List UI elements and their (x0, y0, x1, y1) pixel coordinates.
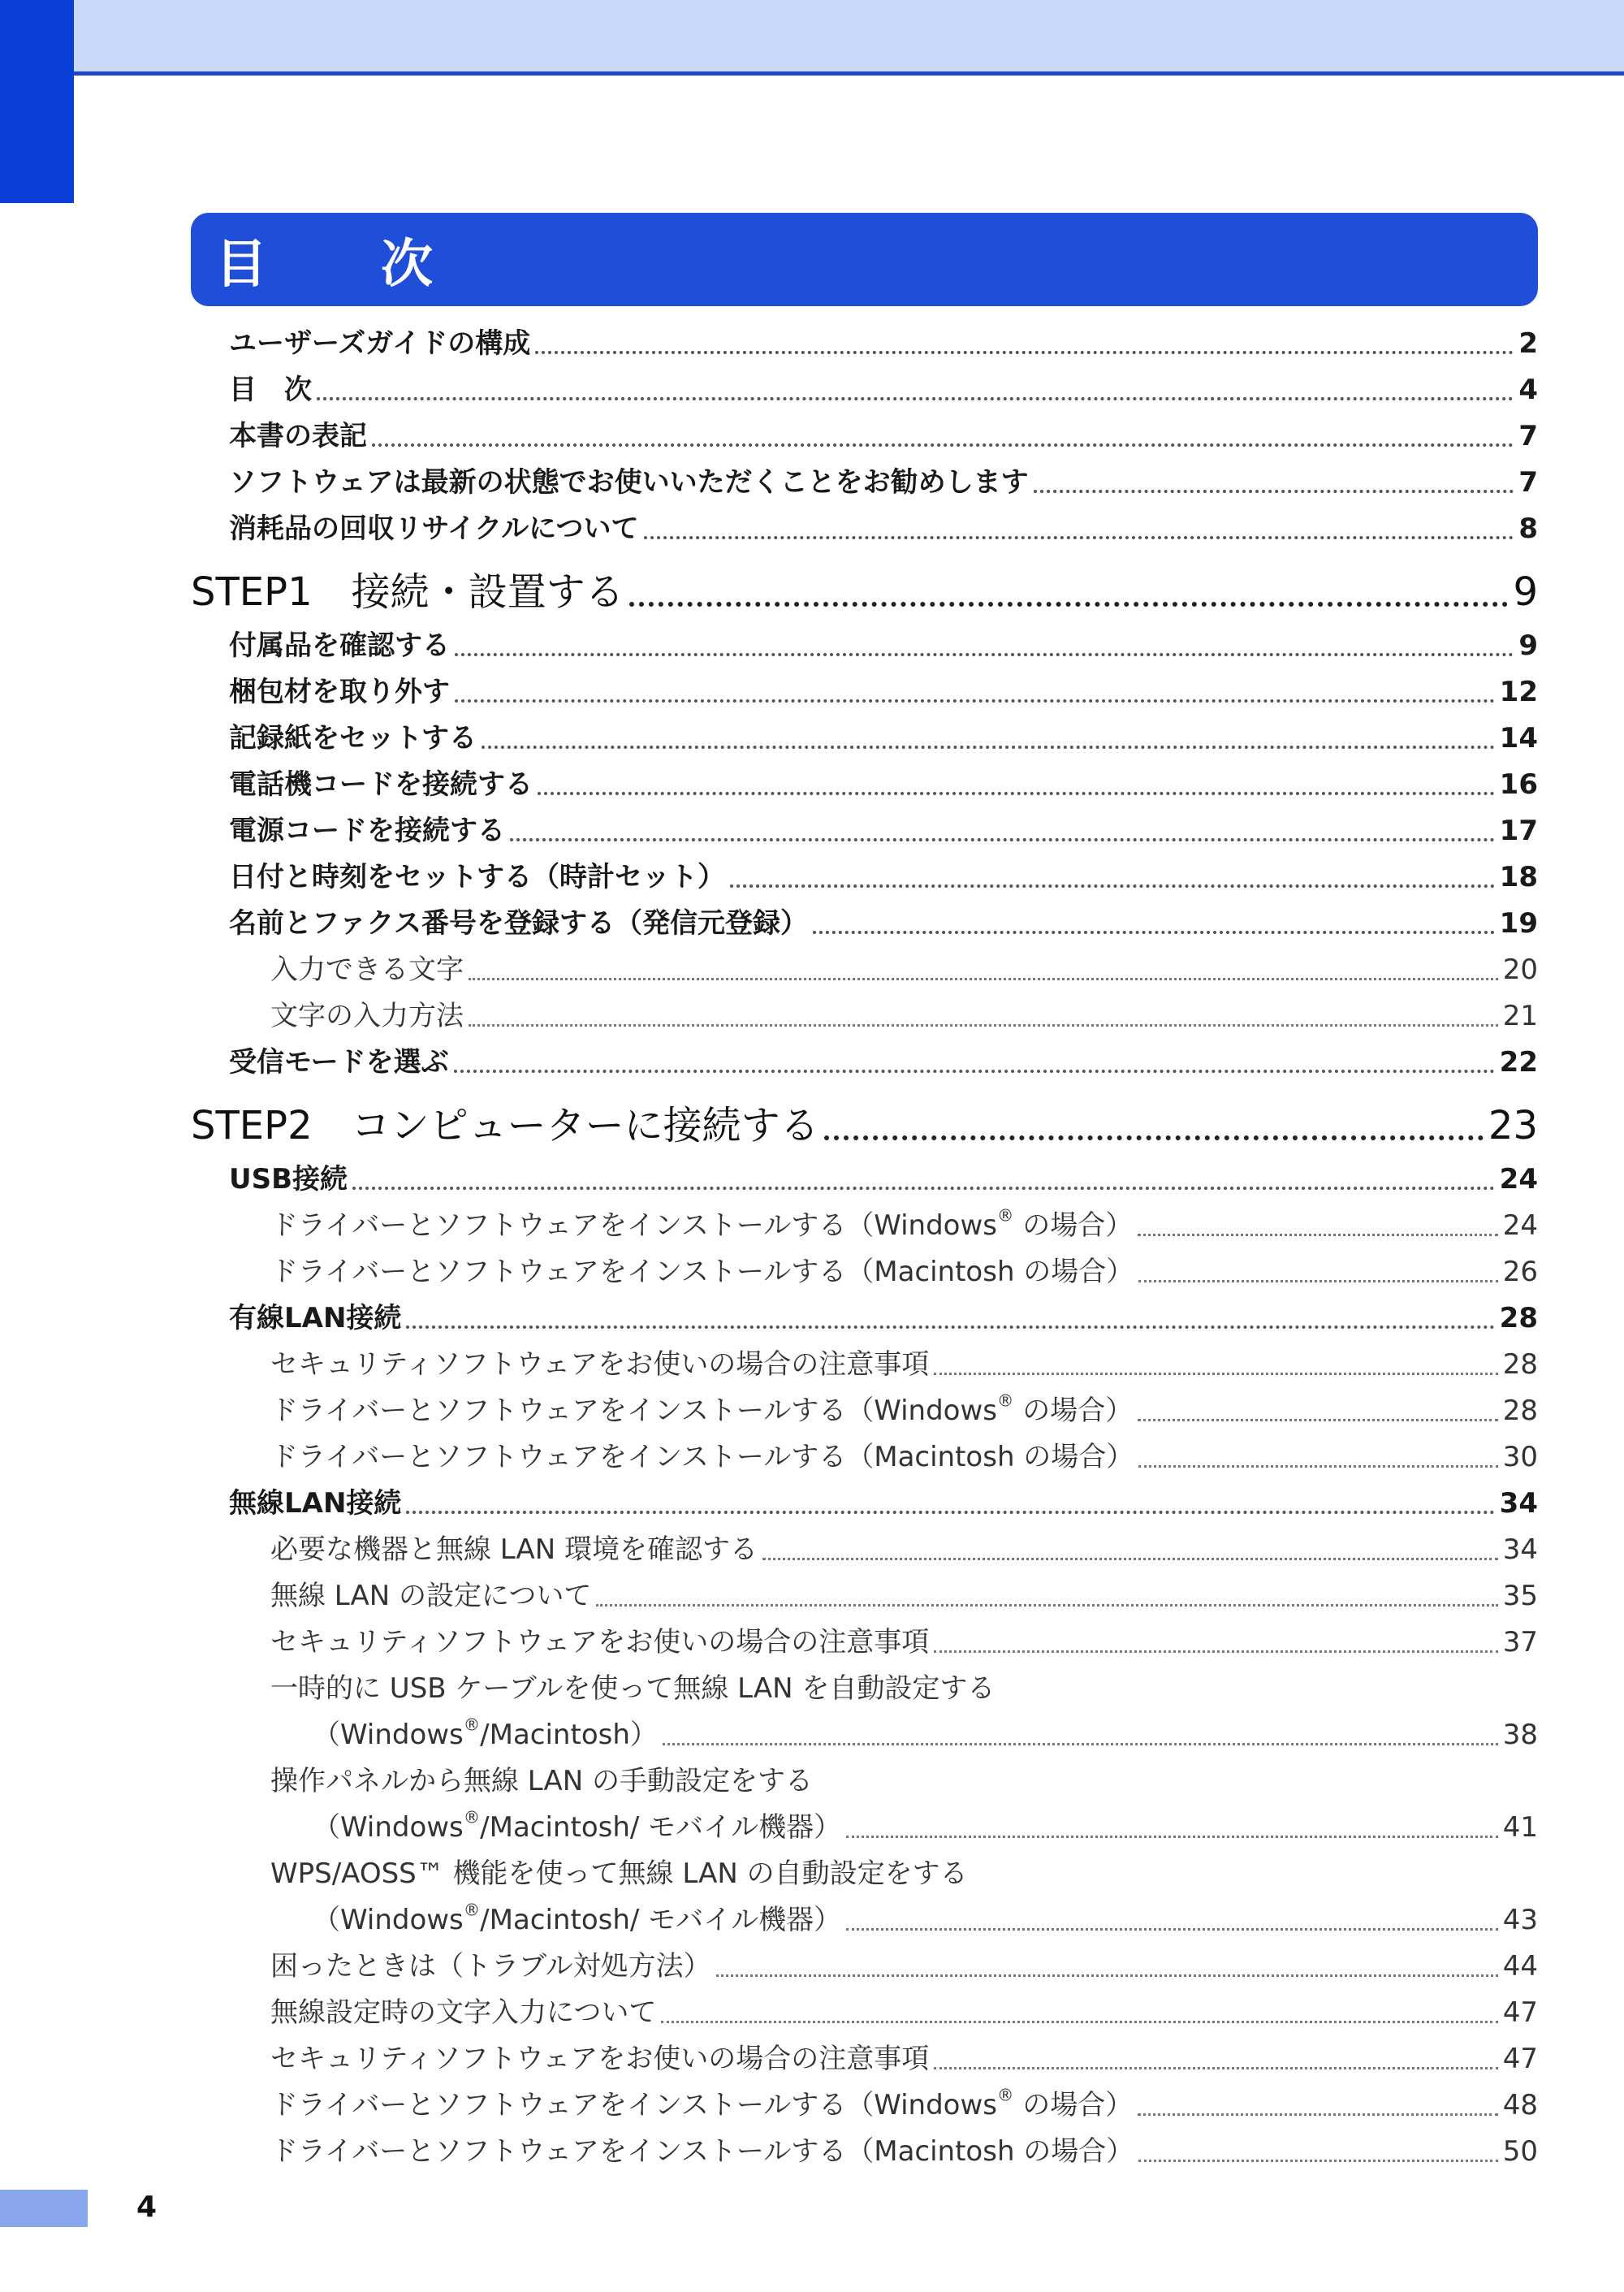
toc-entry-title-text: ユーザーズガイドの構成 (229, 327, 531, 360)
toc-entry-title (229, 669, 450, 716)
dot-leader (846, 1836, 1498, 1838)
toc-entry-title (229, 460, 1029, 506)
toc-page-number: 21 (1502, 1000, 1538, 1032)
toc-entry-title-suffix: /Macintosh） (480, 1719, 658, 1751)
toc-entry-title (270, 947, 464, 993)
toc-entry[interactable] (191, 2129, 1538, 2175)
toc-entry-title (229, 506, 639, 552)
toc-entry-title-text: 名前とファクス番号を登録する（発信元登録） (229, 907, 808, 940)
toc-page-number: 28 (1499, 1302, 1538, 1334)
dot-leader (352, 1187, 1495, 1190)
toc-page-number: 47 (1502, 2043, 1538, 2075)
toc-entry-title-text: 電話機コードを接続する (229, 768, 533, 801)
toc-entry-title-text: セキュリティソフトウェアをお使いの場合の注意事項 (270, 1348, 930, 1381)
toc-entry[interactable] (191, 808, 1538, 854)
toc-entry-title (270, 1203, 1133, 1249)
toc-entry-title (191, 1096, 819, 1157)
toc-entry[interactable] (191, 993, 1538, 1040)
toc-entry[interactable] (191, 1851, 1538, 1897)
toc-entry-title (270, 1434, 1134, 1481)
toc-page-number: 9 (1518, 629, 1538, 662)
toc-entry-title-text: STEP2 コンピューターに接続する (191, 1103, 819, 1148)
dot-leader (1138, 1465, 1497, 1468)
toc-entry[interactable] (191, 1758, 1538, 1805)
dot-leader (1034, 490, 1514, 493)
toc-entry[interactable] (191, 1620, 1538, 1666)
toc-entry-title (229, 367, 312, 413)
toc-page-number: 17 (1499, 815, 1538, 847)
toc-page-number: 14 (1499, 722, 1538, 755)
toc-entry-title-suffix: の場合） (1013, 1209, 1134, 1242)
toc-page-number: 34 (1502, 1533, 1538, 1566)
toc-step-entry[interactable] (191, 1096, 1538, 1157)
dot-leader (661, 2021, 1497, 2023)
toc-entry-title (229, 808, 505, 854)
toc-entry-title (229, 716, 477, 762)
toc-entry-title (270, 1388, 1133, 1434)
toc-entry[interactable] (191, 1157, 1538, 1203)
toc-page-number: 2 (1518, 327, 1538, 360)
dot-leader (663, 1743, 1498, 1745)
toc-page-number: 38 (1502, 1719, 1538, 1751)
toc-page-number: 24 (1502, 1209, 1538, 1242)
toc-entry-title (313, 1897, 841, 1944)
toc-entry-title-text: 困ったときは（トラブル対処方法） (270, 1950, 711, 1983)
toc-entry-title-text: WPS/AOSS™ 機能を使って無線 LAN の自動設定をする (270, 1857, 968, 1890)
toc-page-number: 23 (1488, 1103, 1538, 1148)
toc-entry-title-text: セキュリティソフトウェアをお使いの場合の注意事項 (270, 1626, 930, 1658)
toc-entry[interactable] (191, 1712, 1538, 1758)
toc-entry[interactable] (191, 762, 1538, 808)
page-title: 目 次 (215, 234, 464, 295)
toc-page-number: 48 (1502, 2089, 1538, 2121)
toc-entry[interactable] (191, 1897, 1538, 1944)
dot-leader (644, 536, 1514, 539)
toc-entry[interactable] (191, 901, 1538, 947)
header-band (0, 0, 1624, 71)
toc-entry-title (229, 1040, 449, 1086)
toc-entry[interactable] (191, 1295, 1538, 1342)
toc-entry[interactable] (191, 669, 1538, 716)
toc-entry-title-text: 電源コードを接続する (229, 815, 505, 847)
toc-entry-title-text: ドライバーとソフトウェアをインストールする（Windows (270, 2089, 998, 2121)
toc-entry[interactable] (191, 460, 1538, 506)
toc-entry[interactable] (191, 623, 1538, 669)
dot-leader (813, 931, 1495, 934)
toc-entry[interactable] (191, 716, 1538, 762)
toc-entry-title (270, 2036, 929, 2082)
toc-entry-title-suffix: /Macintosh/ モバイル機器） (480, 1811, 842, 1844)
toc-page-number: 7 (1518, 466, 1538, 499)
toc-page-number: 8 (1518, 512, 1538, 545)
corner-tab (0, 0, 74, 203)
toc-page-number: 4 (1518, 374, 1538, 406)
toc-entry-title (270, 1249, 1134, 1295)
toc-entry-title (229, 1481, 401, 1527)
toc-entry-title (270, 2082, 1133, 2129)
toc-entry-title-text: STEP1 接続・設置する (191, 569, 624, 615)
toc-entry-title-text: 操作パネルから無線 LAN の手動設定をする (270, 1765, 814, 1797)
dot-leader (730, 884, 1495, 888)
dot-leader (406, 1325, 1494, 1329)
toc-page-number: 43 (1502, 1904, 1538, 1936)
toc-entry-title (229, 854, 725, 901)
toc-entry-title-text: （Windows (313, 1811, 464, 1844)
dot-leader (455, 699, 1495, 703)
toc-entry-title (229, 413, 367, 460)
toc-entry[interactable] (191, 854, 1538, 901)
toc-entry[interactable] (191, 506, 1538, 552)
dot-leader (762, 1558, 1498, 1560)
toc-heading-bar (191, 213, 1538, 306)
toc-entry-title-text: 文字の入力方法 (270, 1000, 464, 1032)
toc-entry[interactable] (191, 1040, 1538, 1086)
toc-page-number: 44 (1502, 1950, 1538, 1983)
toc-entry-title-text: 無線設定時の文字入力について (270, 1996, 657, 2029)
toc-entry[interactable] (191, 1342, 1538, 1388)
toc-entry-title (229, 1295, 401, 1342)
toc-page-number: 12 (1499, 676, 1538, 708)
toc-entry[interactable] (191, 2036, 1538, 2082)
toc-entry-title (270, 1851, 968, 1897)
dot-leader (1138, 1280, 1497, 1282)
toc-entry-title (270, 1666, 995, 1712)
dot-leader (454, 1070, 1495, 1073)
toc-entry-title (229, 1157, 348, 1203)
registered-mark: ® (997, 1390, 1014, 1411)
toc-entry-title-text: ソフトウェアは最新の状態でお使いいただくことをお勧めします (229, 466, 1029, 499)
toc-page-number: 19 (1499, 907, 1538, 940)
dot-leader (1138, 1234, 1498, 1236)
toc-entry-title-text: 必要な機器と無線 LAN 環境を確認する (270, 1533, 758, 1566)
toc-entry[interactable] (191, 1481, 1538, 1527)
toc-entry[interactable] (191, 1249, 1538, 1295)
toc-entry-title-text: セキュリティソフトウェアをお使いの場合の注意事項 (270, 2043, 930, 2075)
toc-entry[interactable] (191, 413, 1538, 460)
toc-page-number: 9 (1513, 569, 1538, 615)
toc-entry-title-text: 無線 LAN の設定について (270, 1580, 592, 1612)
toc-entry-title-text: ドライバーとソフトウェアをインストールする（Windows (270, 1209, 998, 1242)
toc-entry[interactable] (191, 1990, 1538, 2036)
toc-entry-title (270, 1620, 929, 1666)
toc-entry-title-text: 受信モードを選ぶ (229, 1046, 449, 1079)
toc-entry-title-text: 入力できる文字 (270, 954, 464, 986)
toc-entry-title-suffix: の場合） (1013, 2089, 1134, 2121)
footer-tab (0, 2190, 88, 2227)
toc-page-number: 18 (1499, 861, 1538, 893)
dot-leader (596, 1604, 1497, 1607)
toc-entry-title (270, 1527, 758, 1573)
toc-entry[interactable] (191, 947, 1538, 993)
toc-page-number: 35 (1502, 1580, 1538, 1612)
toc-page-number: 7 (1518, 420, 1538, 452)
dot-leader (535, 351, 1514, 354)
toc-page-number: 16 (1499, 768, 1538, 801)
toc-entry-title-text: 梱包材を取り外す (229, 676, 450, 708)
toc-page-number: 26 (1502, 1256, 1538, 1288)
toc-entry-title (270, 1758, 813, 1805)
dot-leader (716, 1974, 1498, 1977)
toc-entry-title-suffix: の場合） (1013, 1395, 1134, 1427)
table-of-contents (191, 321, 1538, 2175)
dot-leader (1138, 2160, 1497, 2162)
toc-entry-title (229, 623, 450, 669)
dot-leader (510, 838, 1495, 841)
toc-entry-title-text: 有線LAN接続 (229, 1302, 402, 1334)
toc-entry[interactable] (191, 1666, 1538, 1712)
toc-page-number: 24 (1499, 1163, 1538, 1196)
dot-leader (1138, 1419, 1498, 1421)
dot-leader (1138, 2113, 1498, 2116)
toc-step-entry[interactable] (191, 562, 1538, 623)
dot-leader (317, 397, 1514, 400)
toc-entry-title-text: 日付と時刻をセットする（時計セット） (229, 861, 725, 893)
toc-entry-title-text: 一時的に USB ケーブルを使って無線 LAN を自動設定する (270, 1672, 996, 1705)
toc-page-number: 22 (1499, 1046, 1538, 1079)
toc-entry[interactable] (191, 1805, 1538, 1851)
dot-leader (629, 602, 1509, 607)
toc-page-number: 28 (1502, 1395, 1538, 1427)
toc-page-number: 34 (1499, 1487, 1538, 1520)
toc-entry-title (270, 1573, 591, 1620)
toc-entry-title-text: 記録紙をセットする (229, 722, 477, 755)
toc-entry-title-suffix: /Macintosh/ モバイル機器） (480, 1904, 842, 1936)
toc-entry[interactable] (191, 1434, 1538, 1481)
toc-page-number: 28 (1502, 1348, 1538, 1381)
toc-entry-title (229, 901, 808, 947)
page-number: 4 (136, 2190, 158, 2224)
toc-page-number: 37 (1502, 1626, 1538, 1658)
toc-entry-title-text: 目 次 (229, 374, 312, 406)
dot-leader (934, 1650, 1497, 1653)
toc-page-number: 20 (1502, 954, 1538, 986)
toc-entry[interactable] (191, 1944, 1538, 1990)
toc-entry-title (270, 1342, 929, 1388)
dot-leader (934, 2067, 1497, 2069)
toc-entry-title (270, 1990, 656, 2036)
toc-entry[interactable] (191, 1203, 1538, 1249)
toc-entry-title (270, 2129, 1134, 2175)
toc-entry[interactable] (191, 1527, 1538, 1573)
toc-page-number: 41 (1502, 1811, 1538, 1844)
toc-entry-title-text: 消耗品の回収リサイクルについて (229, 512, 639, 545)
dot-leader (406, 1511, 1494, 1514)
toc-entry-title-text: ドライバーとソフトウェアをインストールする（Macintosh の場合） (270, 1441, 1134, 1473)
registered-mark: ® (463, 1900, 481, 1920)
toc-page-number: 50 (1502, 2135, 1538, 2168)
toc-entry-title-text: （Windows (313, 1719, 464, 1751)
registered-mark: ® (997, 1205, 1014, 1226)
toc-entry-title-text: 本書の表記 (229, 420, 367, 452)
toc-entry-title (313, 1805, 841, 1851)
toc-entry-title-text: ドライバーとソフトウェアをインストールする（Macintosh の場合） (270, 1256, 1134, 1288)
toc-entry-title-text: （Windows (313, 1904, 464, 1936)
toc-entry-title (270, 1944, 711, 1990)
toc-entry[interactable] (191, 1388, 1538, 1434)
dot-leader (455, 653, 1514, 656)
toc-entry-title-text: ドライバーとソフトウェアをインストールする（Macintosh の場合） (270, 2135, 1134, 2168)
toc-entry-title-text: ドライバーとソフトウェアをインストールする（Windows (270, 1395, 998, 1427)
dot-leader (538, 792, 1495, 795)
toc-entry[interactable] (191, 2082, 1538, 2129)
dot-leader (934, 1373, 1497, 1375)
dot-leader (846, 1928, 1498, 1931)
toc-entry[interactable] (191, 1573, 1538, 1620)
toc-entry-title-text: 付属品を確認する (229, 629, 450, 662)
header-rule (0, 71, 1624, 76)
toc-entry[interactable] (191, 367, 1538, 413)
dot-leader (469, 1024, 1498, 1027)
toc-entry-title (229, 321, 530, 367)
toc-entry-title-text: 無線LAN接続 (229, 1487, 402, 1520)
toc-page-number: 30 (1502, 1441, 1538, 1473)
toc-entry-title (229, 762, 533, 808)
dot-leader (469, 978, 1498, 980)
dot-leader (372, 443, 1514, 447)
toc-entry-title (313, 1712, 658, 1758)
dot-leader (482, 746, 1495, 749)
dot-leader (824, 1135, 1484, 1140)
toc-entry-title-text: USB接続 (229, 1163, 348, 1196)
registered-mark: ® (997, 2085, 1014, 2105)
toc-entry-title (191, 562, 624, 623)
toc-entry[interactable] (191, 321, 1538, 367)
registered-mark: ® (463, 1807, 481, 1827)
registered-mark: ® (463, 1715, 481, 1735)
toc-entry-title (270, 993, 464, 1040)
toc-page-number: 47 (1502, 1996, 1538, 2029)
